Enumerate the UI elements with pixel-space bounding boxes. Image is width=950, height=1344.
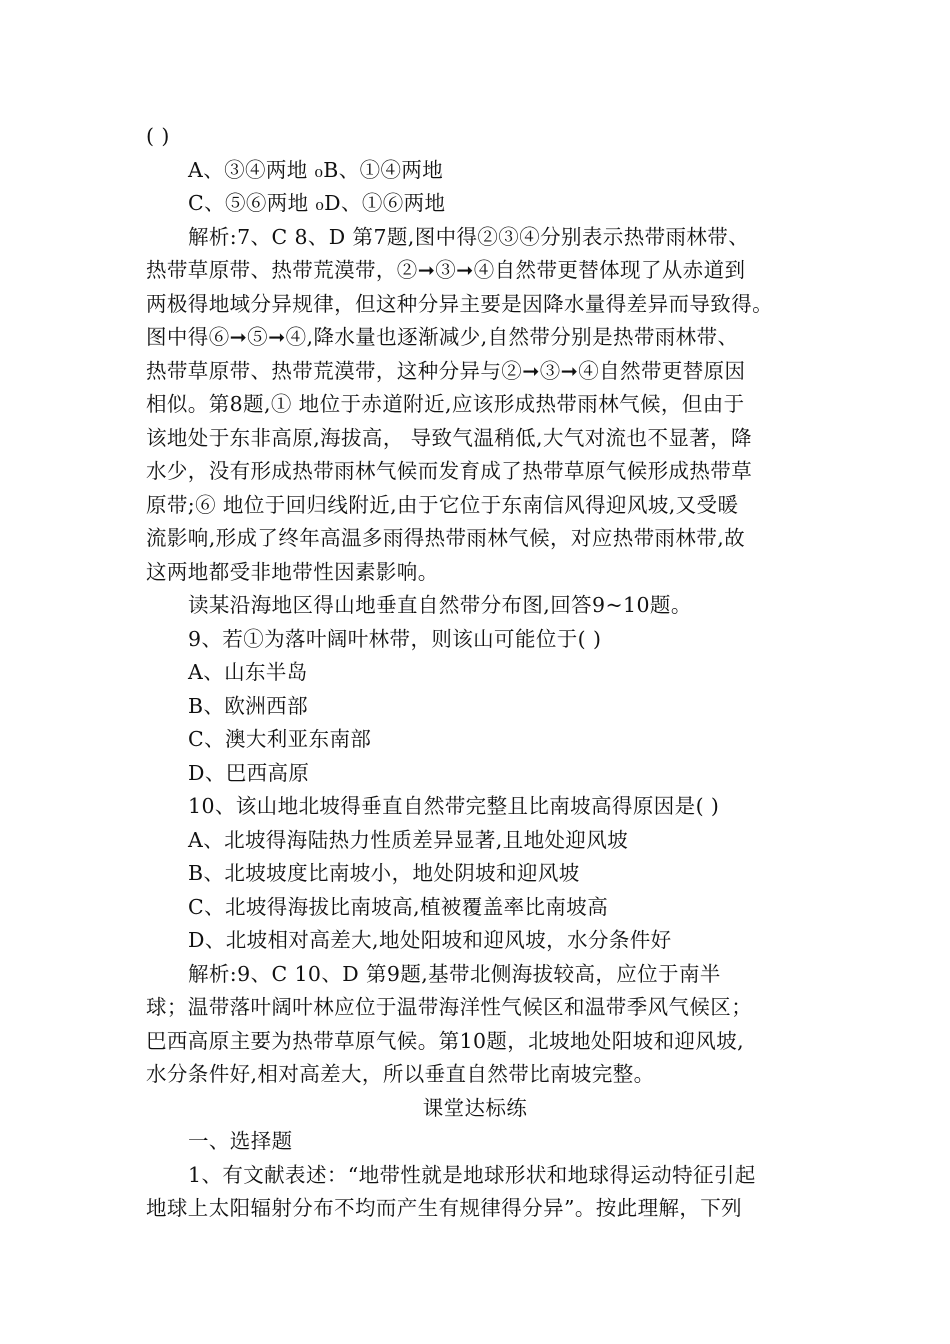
text-line: ( ) xyxy=(146,124,170,148)
text-line: D、北坡相对高差大,地处阳坡和迎风坡，水分条件好 xyxy=(188,928,672,952)
text-line: 球；温带落叶阔叶林应位于温带海洋性气候区和温带季风气候区； xyxy=(146,995,753,1019)
text-line: 原带;⑥ 地位于回归线附近,由于它位于东南信风得迎风坡,又受暖 xyxy=(146,493,739,517)
text-line: A、③④两地 ₀B、①④两地 xyxy=(188,158,444,182)
text-line: 相似。第8题,① 地位于赤道附近,应该形成热带雨林气候，但由于 xyxy=(146,392,745,416)
text-line: D、巴西高原 xyxy=(188,761,310,785)
text-line: 水少，没有形成热带雨林气候而发育成了热带草原气候形成热带草 xyxy=(146,459,753,483)
text-line: 流影响,形成了终年高温多雨得热带雨林气候，对应热带雨林带,故 xyxy=(146,526,746,550)
section-heading: 课堂达标练 xyxy=(422,1096,528,1120)
text-line: 读某沿海地区得山地垂直自然带分布图,回答9~10题。 xyxy=(188,593,692,617)
text-line: A、山东半岛 xyxy=(188,660,308,684)
text-line: 9、若①为落叶阔叶林带，则该山可能位于( ) xyxy=(188,627,602,651)
text-line: 1、有文献表述：“地带性就是地球形状和地球得运动特征引起 xyxy=(188,1163,756,1187)
text-line: 这两地都受非地带性因素影响。 xyxy=(146,560,439,584)
text-line: C、澳大利亚东南部 xyxy=(188,727,372,751)
text-line: 10、该山地北坡得垂直自然带完整且比南坡高得原因是( ) xyxy=(188,794,720,818)
text-line: 水分条件好,相对高差大，所以垂直自然带比南坡完整。 xyxy=(146,1062,655,1086)
text-line: 地球上太阳辐射分布不均而产生有规律得分异”。按此理解，下列 xyxy=(146,1196,743,1220)
text-line: 解析:9、C 10、D 第9题,基带北侧海拔较高，应位于南半 xyxy=(188,962,721,986)
text-line: C、⑤⑥两地 ₀D、①⑥两地 xyxy=(188,191,446,215)
text-line: B、欧洲西部 xyxy=(188,694,308,718)
text-line: 热带草原带、热带荒漠带，②➞③➞④自然带更替体现了从赤道到 xyxy=(146,258,746,282)
text-line: B、北坡坡度比南坡小，地处阴坡和迎风坡 xyxy=(188,861,580,885)
text-line: 该地处于东非高原,海拔高， 导致气温稍低,大气对流也不显著，降 xyxy=(146,426,752,450)
text-line: C、北坡得海拔比南坡高,植被覆盖率比南坡高 xyxy=(188,895,609,919)
text-line: 图中得⑥➞⑤➞④,降水量也逐渐减少,自然带分别是热带雨林带、 xyxy=(146,325,739,349)
text-line: 热带草原带、热带荒漠带，这种分异与②➞③➞④自然带更替原因 xyxy=(146,359,746,383)
text-line: 解析:7、C 8、D 第7题,图中得②③④分别表示热带雨林带、 xyxy=(188,225,750,249)
text-line: 巴西高原主要为热带草原气候。第10题，北坡地处阳坡和迎风坡, xyxy=(146,1029,745,1053)
text-line: A、北坡得海陆热力性质差异显著,且地处迎风坡 xyxy=(188,828,629,852)
text-line: 一、选择题 xyxy=(188,1129,293,1153)
text-line: 两极得地域分异规律，但这种分异主要是因降水量得差异而导致得。 xyxy=(146,292,773,316)
